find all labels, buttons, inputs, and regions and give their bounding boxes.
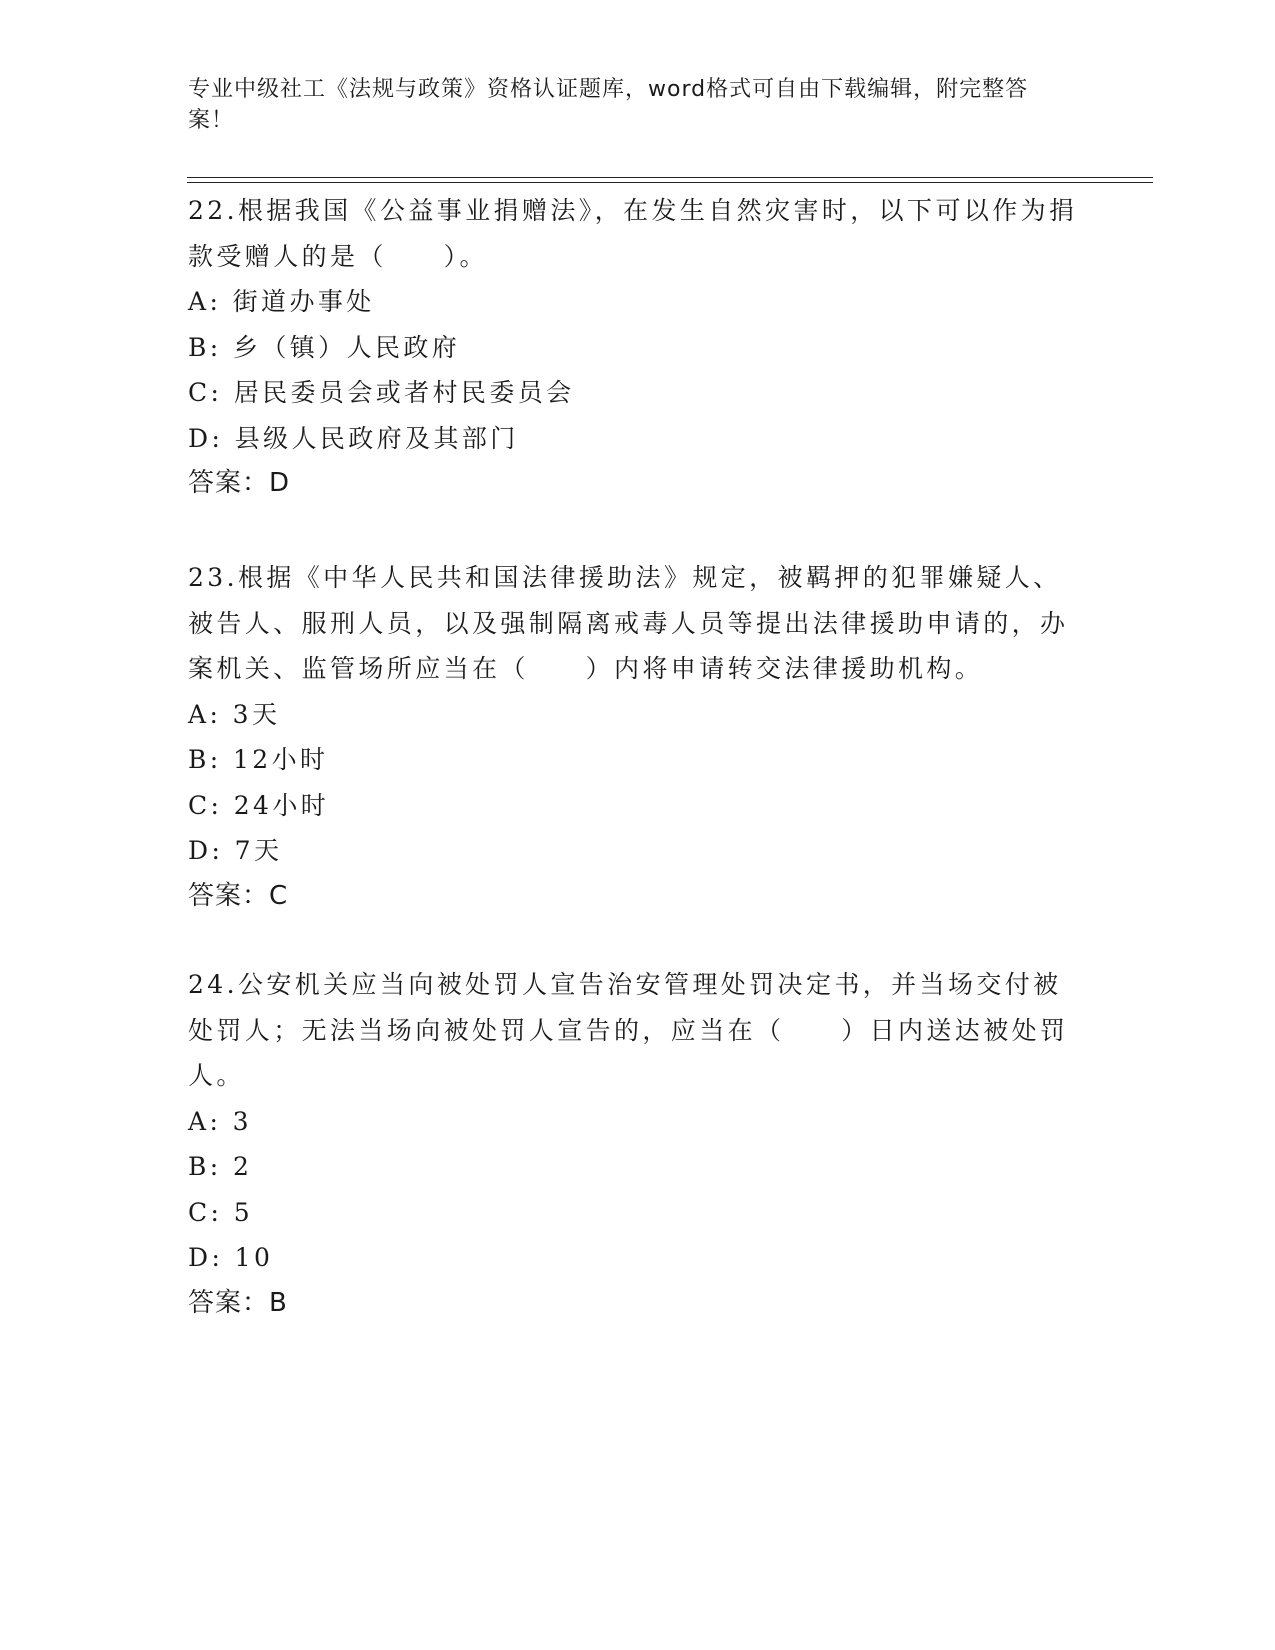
- header-divider-bottom: [187, 182, 1153, 183]
- option-d: [188, 828, 1088, 874]
- option-letter: C:: [188, 378, 223, 407]
- option-a: [188, 1099, 1088, 1145]
- option-letter: A:: [188, 287, 222, 316]
- option-b: [188, 1144, 1088, 1190]
- option-text: 街道办事处: [232, 287, 375, 316]
- option-letter: C:: [188, 790, 223, 820]
- option-text: 3: [232, 1106, 252, 1136]
- question-24: [188, 962, 1088, 1326]
- option-letter: C:: [188, 1197, 223, 1227]
- option-text: 乡（镇）人民政府: [232, 332, 461, 362]
- option-letter: D:: [188, 836, 224, 865]
- option-c: [188, 370, 1088, 416]
- option-text: 县级人民政府及其部门: [234, 423, 519, 453]
- header-divider-top: [187, 177, 1153, 178]
- question-23: [188, 555, 1088, 919]
- option-letter: B:: [188, 332, 222, 362]
- option-letter: D:: [188, 423, 224, 453]
- option-text: 24小时: [233, 790, 330, 820]
- option-text: 居民委员会或者村民委员会: [233, 378, 575, 407]
- option-a: [188, 692, 1088, 738]
- option-letter: A:: [188, 1106, 222, 1136]
- question-22: [188, 188, 1088, 507]
- option-letter: D:: [188, 1243, 224, 1272]
- page-header: 专业中级社工《法规与政策》资格认证题库，word格式可自由下载编辑，附完整答案！: [188, 77, 1029, 133]
- option-c: [188, 783, 1088, 829]
- option-text: 3天: [232, 699, 281, 729]
- option-text: 2: [232, 1152, 253, 1181]
- question-stem: 23.根据《中华人民共和国法律援助法》规定，被羁押的犯罪嫌疑人、被告人、服刑人员，以及强制隔离戒毒人员等提出法律援助申请的，办案机关、监管场所应当在（ ）内将申请转交法律援助机构。: [188, 563, 1069, 683]
- option-b: [188, 325, 1088, 371]
- option-letter: B:: [188, 1152, 222, 1181]
- option-text: 12小时: [232, 745, 329, 774]
- option-d: [188, 416, 1088, 462]
- option-text: 5: [233, 1197, 254, 1227]
- option-c: [188, 1190, 1088, 1236]
- answer: 答案：B: [188, 1287, 288, 1318]
- answer: 答案：C: [188, 880, 289, 911]
- option-b: [188, 737, 1088, 783]
- option-d: [188, 1235, 1088, 1281]
- option-letter: B:: [188, 745, 222, 774]
- option-text: 7天: [234, 836, 283, 865]
- question-stem: 24.公安机关应当向被处罚人宣告治安管理处罚决定书，并当场交付被处罚人；无法当场向被处罚人宣告的，应当在（ ）日内送达被处罚人。: [188, 970, 1069, 1090]
- option-text: 10: [234, 1243, 274, 1272]
- option-a: [188, 279, 1088, 325]
- option-letter: A:: [188, 699, 222, 729]
- answer: 答案：D: [188, 468, 291, 498]
- question-stem: 22.根据我国《公益事业捐赠法》，在发生自然灾害时，以下可以作为捐款受赠人的是（ ）。: [188, 196, 1078, 271]
